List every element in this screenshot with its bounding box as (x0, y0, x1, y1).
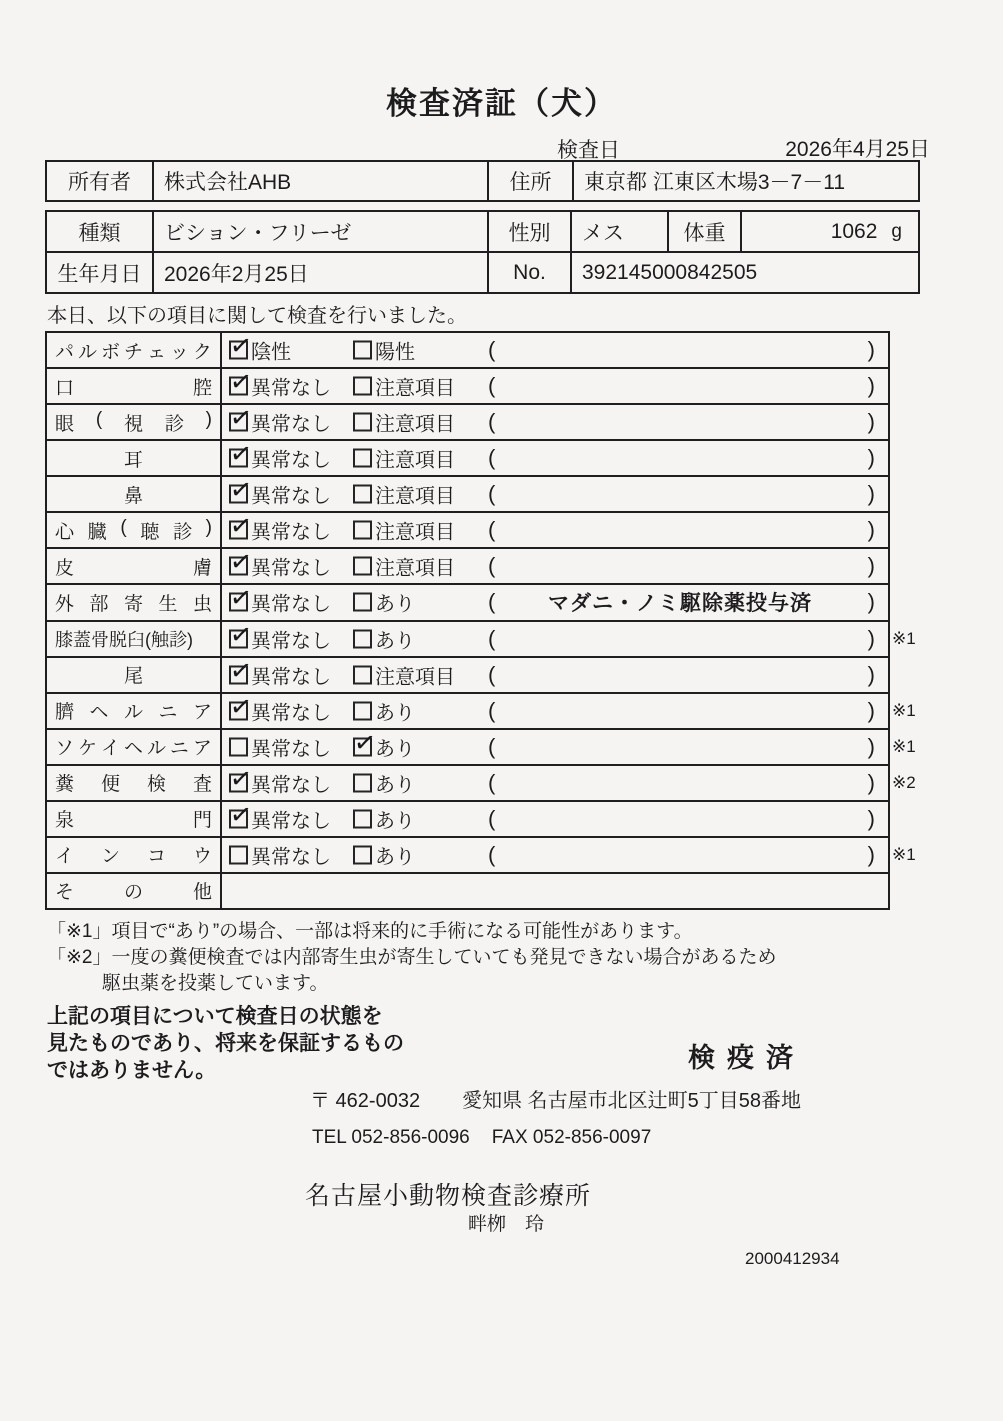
exam-date-value: 2026年4月25日 (785, 138, 930, 161)
checkbox-checked-icon (229, 701, 248, 720)
result-option-2 (353, 696, 415, 725)
serial-number: 2000412934 (745, 1249, 840, 1268)
clinic-address-line (310, 1084, 801, 1113)
paren-open: ( (488, 481, 496, 507)
footnote-1: 「※1」項目で“あり”の場合、一部は将来的に手術になる可能性があります。 (47, 921, 693, 942)
option-label: 異常なし (251, 630, 331, 653)
inspection-item-label: 眼 ( 視 診 ) (47, 405, 222, 439)
inspection-item-label: 膝蓋骨脱臼(触診) (47, 622, 222, 656)
birth-label: 生年月日 (57, 262, 142, 286)
info-table (45, 210, 920, 294)
option-label: あり (375, 702, 415, 725)
option-label: 注意項目 (375, 485, 455, 508)
checkbox-empty-icon (353, 485, 372, 504)
paren-close: ) (867, 553, 875, 579)
option-label: 異常なし (251, 774, 331, 797)
inspection-row (47, 620, 916, 656)
option-label: あり (375, 810, 415, 833)
inspection-row-body (222, 405, 888, 439)
clinic-postal: 〒 462-0032 (310, 1090, 421, 1112)
result-option-2 (353, 660, 455, 689)
option-label: 異常なし (251, 485, 331, 508)
checkbox-checked-icon (229, 809, 248, 828)
inspection-row-body (222, 694, 888, 728)
paren-close: ) (867, 481, 875, 507)
option-label: あり (375, 593, 415, 616)
option-label: 異常なし (251, 666, 331, 689)
checkbox-checked-icon (229, 449, 248, 468)
result-option-2 (353, 444, 455, 473)
page-title: 検査済証（犬） (386, 86, 617, 121)
checkbox-empty-icon (353, 845, 372, 864)
weight-cell (740, 212, 918, 251)
checkbox-checked-icon (229, 593, 248, 612)
inspection-item-label: 尾 (47, 658, 222, 692)
intro-text: 本日、以下の項目に関して検査を行いました。 (47, 305, 467, 327)
result-option-1 (229, 660, 331, 689)
inspection-row-body (222, 333, 888, 367)
vet-name: 畔栁 玲 (468, 1214, 545, 1235)
checkbox-empty-icon (353, 629, 372, 648)
inspection-row-body (222, 513, 888, 547)
inspection-row-body (222, 477, 888, 511)
clinic-tel-line (312, 1127, 651, 1149)
inspection-row-body (222, 441, 888, 475)
inspection-row (47, 511, 888, 547)
paren-open: ( (488, 409, 496, 435)
option-label: 異常なし (251, 557, 331, 580)
inspection-item-label: 口 腔 (47, 369, 222, 403)
checkbox-empty-icon (229, 737, 248, 756)
inspection-row (47, 692, 916, 728)
option-label: 異常なし (251, 377, 331, 400)
owner-row (47, 162, 918, 200)
paren-close: ) (867, 409, 875, 435)
note-mark: ※1 (892, 700, 916, 720)
paren-close: ) (867, 373, 875, 399)
inspection-row-body (222, 730, 888, 764)
paren-open: ( (488, 517, 496, 543)
option-label: 注意項目 (375, 557, 455, 580)
inspection-row-body (222, 369, 888, 403)
option-label: 異常なし (251, 413, 331, 436)
result-option-1 (229, 372, 331, 401)
inspection-row (47, 583, 888, 619)
inspection-item-label: 外 部 寄 生 虫 (47, 585, 222, 619)
inspection-item-label: 皮 膚 (47, 549, 222, 583)
paren-close: ) (867, 445, 875, 471)
checkbox-checked-icon (229, 557, 248, 576)
inspection-row-body (222, 802, 888, 836)
paren-close: ) (867, 337, 875, 363)
paren-open: ( (488, 805, 496, 831)
owner-table (45, 160, 920, 202)
inspection-item-label: ソ ケ イ ヘ ル ニ ア (47, 730, 222, 764)
result-option-2 (353, 840, 415, 869)
inspection-item-label: 臍 ヘ ル ニ ア (47, 694, 222, 728)
option-label: あり (375, 738, 415, 761)
option-label: 異常なし (251, 810, 331, 833)
result-option-2 (353, 408, 455, 437)
checkbox-checked-icon (229, 485, 248, 504)
inspection-row (47, 475, 888, 511)
result-option-1 (229, 840, 331, 869)
result-option-1 (229, 516, 331, 545)
paren-open: ( (488, 337, 496, 363)
inspection-row-body (222, 658, 888, 692)
clinic-fax: FAX 052-856-0097 (491, 1127, 652, 1148)
result-option-1 (229, 480, 331, 509)
species-label: 種類 (78, 221, 121, 245)
option-label: あり (375, 846, 415, 869)
inspection-row-body (222, 766, 888, 800)
address-label: 住所 (487, 162, 572, 200)
paren-close: ) (867, 769, 875, 795)
option-label: 異常なし (251, 738, 331, 761)
result-option-2 (353, 624, 415, 653)
result-option-1 (229, 444, 331, 473)
inspection-row (47, 728, 916, 764)
inspection-table (45, 331, 916, 910)
option-label: 異常なし (251, 593, 331, 616)
checkbox-checked-icon (229, 413, 248, 432)
result-option-1 (229, 804, 331, 833)
inspection-row (47, 872, 888, 908)
disclaimer-line-3: ではありません。 (47, 1059, 217, 1082)
result-option-2 (353, 804, 415, 833)
result-option-1 (229, 696, 331, 725)
clinic-name: 名古屋小動物検査診療所 (305, 1182, 592, 1210)
sex-value: メス (570, 212, 667, 251)
checkbox-checked-icon (229, 629, 248, 648)
paren-close: ) (867, 841, 875, 867)
checkbox-empty-icon (353, 413, 372, 432)
footnote-2b: 駆虫薬を投薬しています。 (102, 973, 329, 994)
inspection-item-label: 糞 便 検 査 (47, 766, 222, 800)
result-option-2 (353, 588, 415, 617)
owner-label: 所有者 (68, 171, 131, 194)
result-option-1 (229, 768, 331, 797)
paren-open: ( (488, 373, 496, 399)
result-option-2 (353, 768, 415, 797)
paren-open: ( (488, 553, 496, 579)
paren-open: ( (488, 589, 496, 615)
paren-open: ( (488, 445, 496, 471)
option-label: 注意項目 (375, 449, 455, 472)
inspection-row (47, 439, 888, 475)
inspection-row-body (222, 549, 888, 583)
result-option-2 (353, 480, 455, 509)
checkbox-empty-icon (353, 521, 372, 540)
checkbox-empty-icon (353, 377, 372, 396)
checkbox-empty-icon (353, 701, 372, 720)
paren-open: ( (488, 769, 496, 795)
inspection-item-label: 鼻 (47, 477, 222, 511)
result-option-1 (229, 552, 331, 581)
inspection-row (47, 656, 888, 692)
result-option-2 (353, 516, 455, 545)
checkbox-empty-icon (353, 665, 372, 684)
note-mark: ※1 (892, 628, 916, 648)
disclaimer (47, 1003, 404, 1084)
disclaimer-line-2: 見たものであり、将来を保証するもの (47, 1032, 404, 1055)
note-mark: ※1 (892, 736, 916, 756)
checkbox-empty-icon (353, 557, 372, 576)
weight-label: 体重 (667, 212, 740, 251)
option-label: 陰性 (251, 341, 291, 364)
option-label: 異常なし (251, 846, 331, 869)
footnotes (47, 919, 777, 997)
result-option-1 (229, 336, 291, 365)
inspection-row-body (222, 874, 888, 908)
quarantine-stamp: 検疫済 (688, 1043, 805, 1073)
checkbox-checked-icon (229, 665, 248, 684)
birth-value: 2026年2月25日 (152, 253, 487, 292)
result-option-1 (229, 732, 331, 761)
no-value: 392145000842505 (570, 253, 918, 292)
paren-close: ) (867, 625, 875, 651)
sex-label: 性別 (487, 212, 570, 251)
option-label: あり (375, 774, 415, 797)
checkbox-empty-icon (353, 773, 372, 792)
paren-close: ) (867, 805, 875, 831)
option-label: 注意項目 (375, 377, 455, 400)
checkbox-checked-icon (229, 341, 248, 360)
exam-date-label: 検査日 (557, 139, 620, 162)
clinic-address: 愛知県 名古屋市北区辻町5丁目58番地 (462, 1090, 802, 1112)
checkbox-empty-icon (353, 593, 372, 612)
inspection-row (47, 836, 916, 872)
paren-close: ) (867, 589, 875, 615)
paren-open: ( (488, 697, 496, 723)
option-label: 異常なし (251, 449, 331, 472)
inspection-item-label: イ ン コ ウ (47, 838, 222, 872)
checkbox-checked-icon (353, 737, 372, 756)
inspection-row-body (222, 585, 888, 619)
option-label: 陽性 (375, 341, 415, 364)
paren-open: ( (488, 661, 496, 687)
inspection-row-body (222, 838, 888, 872)
paren-close: ) (867, 697, 875, 723)
option-label: 注意項目 (375, 666, 455, 689)
inspection-row (47, 764, 916, 800)
species-row (47, 212, 918, 251)
checkbox-empty-icon (353, 341, 372, 360)
paren-close: ) (867, 733, 875, 759)
clinic-tel: TEL 052-856-0096 (312, 1127, 470, 1148)
result-option-2 (353, 732, 415, 761)
checkbox-empty-icon (229, 845, 248, 864)
species-value: ビション・フリーゼ (152, 212, 487, 251)
inspection-item-label: 心 臓 ( 聴 診 ) (47, 513, 222, 547)
birth-row (47, 251, 918, 292)
no-label: No. (487, 253, 570, 292)
note-mark: ※1 (892, 844, 916, 864)
inspection-item-label: 泉 門 (47, 802, 222, 836)
checkbox-checked-icon (229, 773, 248, 792)
option-label: 異常なし (251, 521, 331, 544)
result-option-2 (353, 552, 455, 581)
address-value: 東京都 江東区木場3－7－11 (572, 162, 918, 200)
paren-open: ( (488, 733, 496, 759)
checkbox-empty-icon (353, 809, 372, 828)
inspection-row (47, 800, 888, 836)
result-option-1 (229, 588, 331, 617)
paren-open: ( (488, 841, 496, 867)
inspection-row (47, 547, 888, 583)
inspection-row (47, 403, 888, 439)
inspection-row-body (222, 622, 888, 656)
inspection-item-label: パ ル ボ チ ェ ッ ク (47, 333, 222, 367)
note-mark: ※2 (892, 772, 916, 792)
checkbox-empty-icon (353, 449, 372, 468)
inspection-item-label: 耳 (47, 441, 222, 475)
inspection-comment: マダニ・ノミ駆除薬投与済 (548, 592, 812, 616)
paren-close: ) (867, 517, 875, 543)
option-label: 注意項目 (375, 413, 455, 436)
result-option-2 (353, 372, 455, 401)
result-option-1 (229, 624, 331, 653)
inspection-item-label: そ の 他 (47, 874, 222, 908)
weight-unit: g (891, 220, 902, 242)
option-label: 異常なし (251, 702, 331, 725)
checkbox-checked-icon (229, 377, 248, 396)
paren-open: ( (488, 625, 496, 651)
paren-close: ) (867, 661, 875, 687)
disclaimer-line-1: 上記の項目について検査日の状態を (47, 1005, 383, 1028)
checkbox-checked-icon (229, 521, 248, 540)
result-option-1 (229, 408, 331, 437)
weight-value: 1062 (830, 219, 878, 243)
inspection-row (47, 367, 888, 403)
result-option-2 (353, 336, 415, 365)
option-label: 注意項目 (375, 521, 455, 544)
footnote-2: 「※2」一度の糞便検査では内部寄生虫が寄生していても発見できない場合があるため (47, 947, 777, 968)
inspection-row (47, 333, 888, 367)
option-label: あり (375, 630, 415, 653)
owner-value: 株式会社AHB (152, 162, 487, 200)
